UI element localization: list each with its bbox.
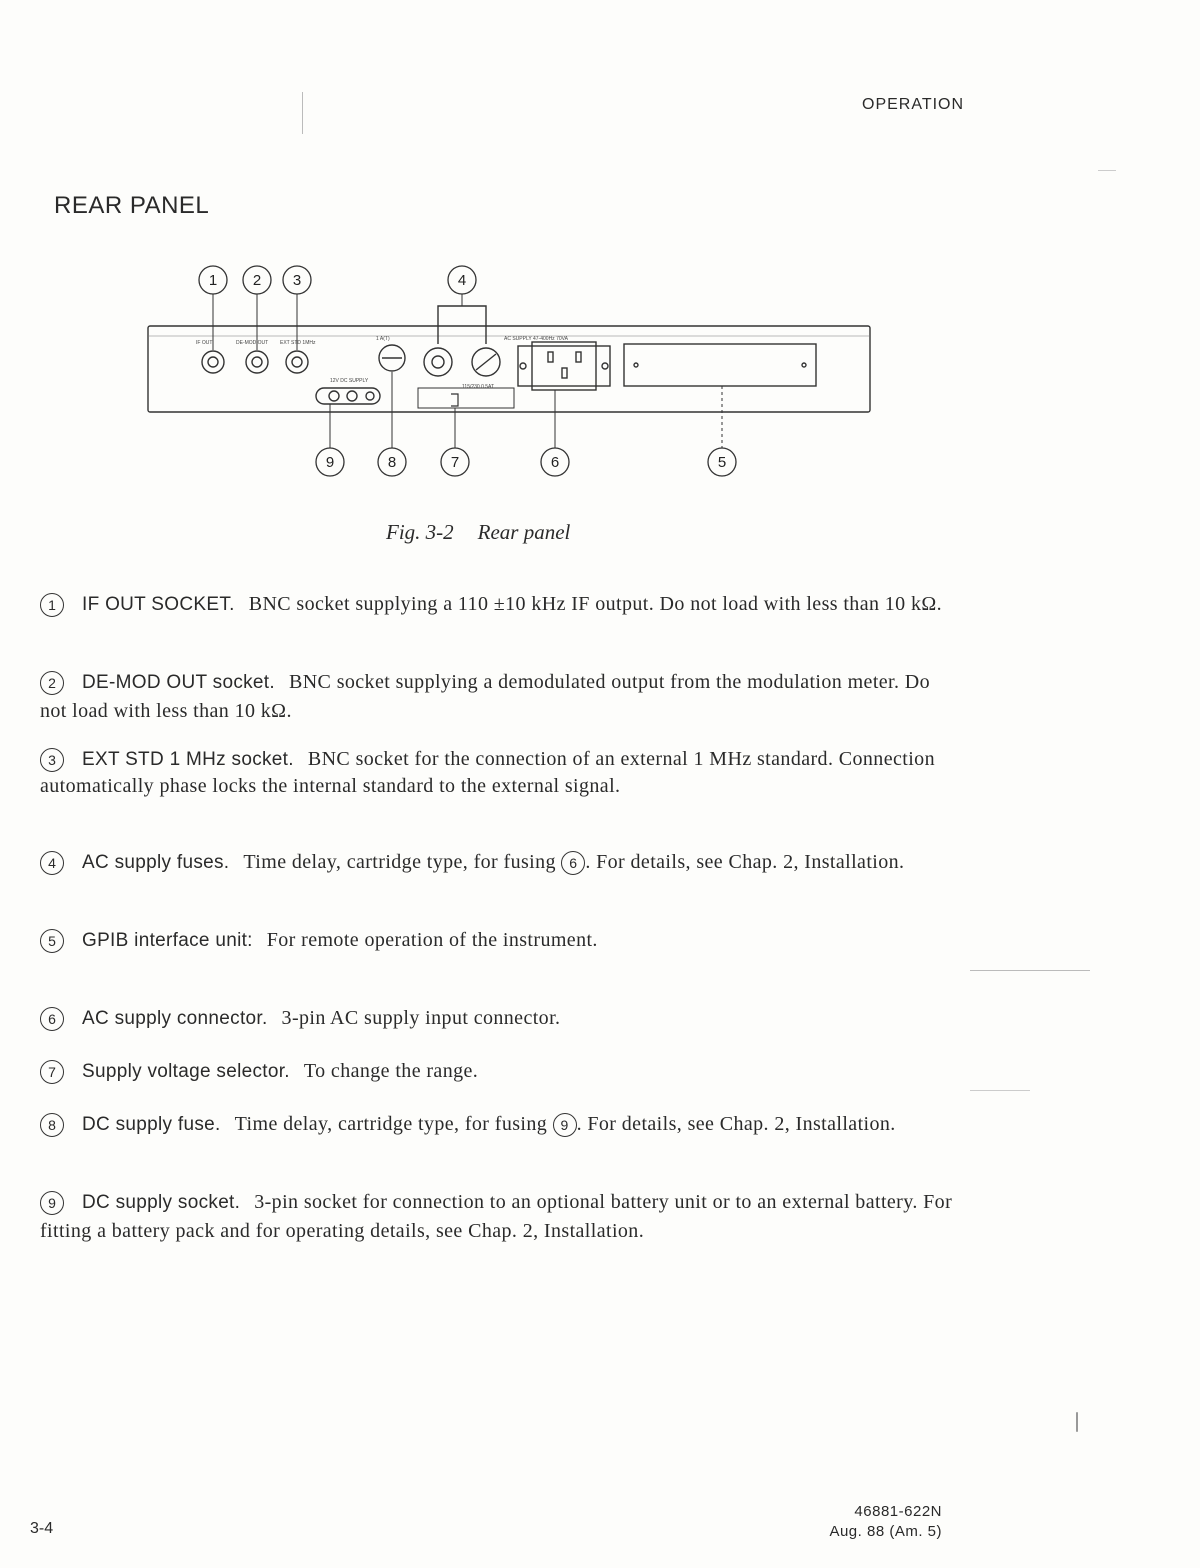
item-ac-fuses [40, 848, 960, 877]
callout-3 [283, 266, 311, 294]
callout-9 [316, 448, 344, 476]
item-description [243, 851, 904, 873]
svg-text:4: 4 [457, 272, 467, 289]
voltage-selector [418, 388, 514, 408]
item-term: DC supply socket. [82, 1192, 241, 1213]
document-date: Aug. 88 (Am. 5) [829, 1523, 942, 1540]
ac-fuse-holder-right [472, 348, 500, 376]
bnc-socket-if-out [202, 351, 224, 373]
item-term: AC supply fuses. [82, 852, 230, 873]
item-term: GPIB interface unit: [82, 930, 253, 951]
item-number: 7 [40, 1060, 64, 1084]
section-title: REAR PANEL [54, 192, 210, 219]
item-ext-std [40, 746, 960, 799]
caption-number: Fig. 3-2 [386, 520, 454, 544]
item-description-after: . For details, see Chap. 2, Installation. [576, 1113, 896, 1135]
callout-6 [541, 448, 569, 476]
figure-caption [386, 520, 570, 545]
item-number: 9 [40, 1191, 64, 1215]
item-description: To change the range. [303, 1060, 479, 1082]
dc-fuse-holder [379, 345, 405, 371]
item-description-before: Time delay, cartridge type, for fusing [243, 851, 556, 873]
callout-2 [243, 266, 271, 294]
item-term: IF OUT SOCKET. [82, 594, 235, 615]
running-header: OPERATION [862, 96, 965, 113]
callout-1 [199, 266, 227, 294]
scan-mark [302, 92, 303, 134]
item-description: 3-pin AC supply input connector. [281, 1007, 561, 1029]
item-number: 5 [40, 929, 64, 953]
item-number: 8 [40, 1113, 64, 1137]
dc-supply-socket [316, 388, 380, 404]
svg-text:5: 5 [717, 454, 727, 471]
ac-supply-connector [518, 342, 610, 390]
item-voltage-selector [40, 1057, 960, 1086]
item-reference: 9 [553, 1113, 577, 1137]
item-term: EXT STD 1 MHz socket. [82, 749, 294, 770]
label-fuse-range: 115/230 0.5AT [462, 384, 495, 390]
label-if-out: IF OUT [196, 340, 213, 346]
svg-text:3: 3 [292, 272, 302, 289]
item-description: BNC socket supplying a 110 ±10 kHz IF output. Do not load with less than 10 kΩ. [248, 593, 943, 615]
item-description: 3-pin socket for connection to an optional battery unit or to an external battery. For fitting a battery pack and for operating details, see Chap. 2, Installation. [40, 1191, 953, 1242]
item-term: AC supply connector. [82, 1008, 268, 1029]
ac-fuse-holder-left [424, 348, 452, 376]
caption-text: Rear panel [477, 520, 571, 544]
scan-mark [1098, 170, 1116, 171]
callout-4 [448, 266, 476, 294]
label-ac-supply: AC SUPPLY 47-400Hz 70VA [504, 336, 568, 342]
bnc-socket-ext-std [286, 351, 308, 373]
item-number: 2 [40, 671, 64, 695]
item-dc-fuse [40, 1110, 960, 1139]
item-dc-socket [40, 1188, 960, 1245]
item-term: DC supply fuse. [82, 1114, 221, 1135]
item-gpib [40, 926, 960, 955]
callout-7 [441, 448, 469, 476]
scan-mark [1076, 1412, 1078, 1432]
item-demod-out [40, 668, 960, 725]
label-demod-out: DE-MOD OUT [236, 340, 269, 346]
item-reference: 6 [561, 851, 585, 875]
callout-8 [378, 448, 406, 476]
scan-mark [970, 970, 1090, 971]
gpib-interface-unit [624, 344, 816, 386]
item-number: 1 [40, 593, 64, 617]
item-ac-connector [40, 1004, 960, 1033]
item-description: BNC socket for the connection of an external 1 MHz standard. Connection automatically phase locks the internal standard to the external signal. [40, 748, 935, 797]
item-description: For remote operation of the instrument. [266, 929, 598, 951]
item-term: Supply voltage selector. [82, 1061, 290, 1082]
document-number: 46881-622N [854, 1503, 942, 1520]
svg-text:6: 6 [550, 454, 560, 471]
scan-mark [970, 1090, 1030, 1091]
item-number: 4 [40, 851, 64, 875]
svg-text:1: 1 [208, 272, 218, 289]
item-description [235, 1113, 896, 1135]
item-number: 6 [40, 1007, 64, 1031]
svg-text:9: 9 [325, 454, 335, 471]
item-description-before: Time delay, cartridge type, for fusing [234, 1113, 548, 1135]
label-fuse-small: 1 A(T) [376, 336, 390, 342]
item-description-after: . For details, see Chap. 2, Installation. [585, 851, 905, 873]
page-number: 3-4 [30, 1520, 54, 1537]
rear-panel-figure [140, 258, 880, 488]
item-if-out [40, 590, 960, 619]
item-term: DE-MOD OUT socket. [82, 672, 275, 693]
document-reference [796, 1502, 942, 1542]
svg-text:2: 2 [252, 272, 262, 289]
bnc-socket-demod-out [246, 351, 268, 373]
svg-text:7: 7 [450, 454, 460, 471]
item-description: BNC socket supplying a demodulated output from the modulation meter. Do not load with less than 10 kΩ. [40, 671, 931, 722]
label-ext-std: EXT STD 1MHz [280, 340, 316, 346]
item-number: 3 [40, 748, 64, 772]
callout-5 [708, 448, 736, 476]
label-dc-supply: 12V DC SUPPLY [330, 378, 369, 384]
svg-text:8: 8 [387, 454, 397, 471]
